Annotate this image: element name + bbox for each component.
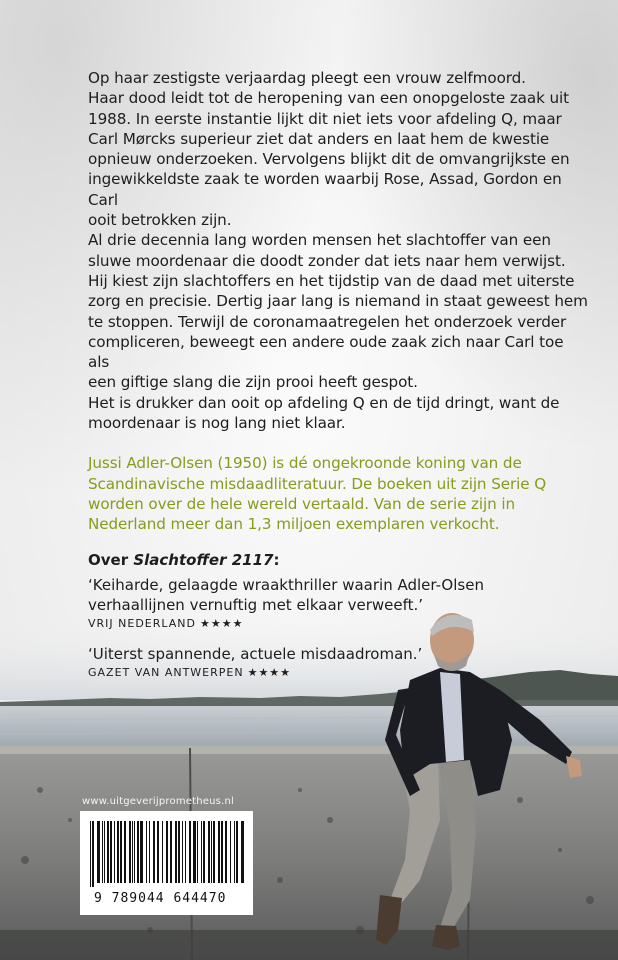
barcode-bar xyxy=(230,821,231,883)
barcode-bar xyxy=(236,821,238,883)
summary-line: 1988. In eerste instantie lijkt dit niet iets voor afdeling Q, maar xyxy=(88,109,562,128)
publisher-url: www.uitgeverijprometheus.nl xyxy=(82,796,234,807)
barcode-bar xyxy=(162,821,163,883)
back-cover-text xyxy=(88,68,588,679)
summary-line: Haar dood leidt tot de heropening van een onopgeloste zaak uit xyxy=(88,89,570,108)
summary-paragraph xyxy=(88,68,588,433)
barcode-bar xyxy=(92,821,94,887)
barcode-bar xyxy=(90,821,91,887)
barcode-bar xyxy=(153,821,155,883)
reviews-heading-suffix: : xyxy=(273,550,280,569)
summary-line: Hij kiest zijn slachtoffers en het tijdstip van de daad met uiterste xyxy=(88,271,575,290)
reviews-heading xyxy=(88,551,588,569)
summary-line: ingewikkeldste zaak te worden waarbij Rose, Assad, Gordon en Carl xyxy=(88,170,562,209)
barcode-bar xyxy=(114,821,115,883)
review-source xyxy=(88,666,588,679)
review-item xyxy=(88,644,588,679)
barcode-bar xyxy=(120,821,122,883)
review-quote-line: ‘Uiterst spannende, actuele misdaadroman.’ xyxy=(88,644,423,663)
barcode-bar xyxy=(124,821,126,883)
reviews-section xyxy=(88,551,588,679)
star-rating: ★★★★ xyxy=(247,665,292,679)
review-source xyxy=(88,617,588,630)
barcode-bar xyxy=(225,821,227,883)
barcode-bar xyxy=(178,821,180,883)
barcode-bar xyxy=(107,821,109,883)
barcode-bar xyxy=(213,821,215,883)
barcode-bar xyxy=(182,821,183,883)
barcode-bar xyxy=(197,821,198,883)
review-quote xyxy=(88,644,588,664)
barcode-bar xyxy=(234,821,235,883)
barcode-bar xyxy=(110,821,112,883)
barcode-bar xyxy=(218,821,220,883)
barcode-bar xyxy=(104,821,105,883)
summary-line: opnieuw onderzoeken. Vervolgens blijkt dit de omvangrijkste en xyxy=(88,150,570,169)
barcode-bar xyxy=(129,821,131,883)
author-bio-line: worden over de hele wereld vertaald. Van de serie zijn in xyxy=(88,494,516,513)
author-bio-line: Jussi Adler-Olsen (1950) is dé ongekroonde koning van de xyxy=(88,454,522,473)
book-title: Slachtoffer 2117 xyxy=(133,550,274,569)
review-item xyxy=(88,575,588,630)
reviews-heading-prefix: Over xyxy=(88,550,134,569)
summary-line: sluwe moordenaar die doodt zonder dat iets naar hem verwijst. xyxy=(88,251,566,270)
barcode-bar xyxy=(211,821,212,883)
barcode-bar xyxy=(146,821,147,883)
summary-line: Al drie decennia lang worden mensen het slachtoffer van een xyxy=(88,231,551,250)
review-quote-line: ‘Keiharde, gelaagde wraakthriller waarin Adler-Olsen xyxy=(88,575,484,594)
barcode-bar xyxy=(117,821,119,883)
barcode-bar xyxy=(241,821,244,883)
barcode-bar xyxy=(97,821,100,883)
summary-line: een giftige slang die zijn prooi heeft gespot. xyxy=(88,373,418,392)
summary-line: zorg en precisie. Dertig jaar lang is niemand in staat geweest hem xyxy=(88,292,588,311)
barcode-bar xyxy=(201,821,202,883)
barcode-bar xyxy=(189,821,191,883)
summary-line: te stoppen. Terwijl de coronamaatregelen het onderzoek verder xyxy=(88,312,567,331)
author-bio xyxy=(88,453,588,534)
barcode-bar xyxy=(166,821,168,883)
barcode-bar xyxy=(175,821,177,883)
author-bio-line: Nederland meer dan 1,3 miljoen exemplaren verkocht. xyxy=(88,515,500,534)
author-bio-line: Scandinavische misdaadliteratuur. De boeken uit zijn Serie Q xyxy=(88,474,547,493)
review-source-name: VRIJ NEDERLAND xyxy=(88,616,196,630)
barcode-bar xyxy=(170,821,172,883)
barcode-bars xyxy=(80,811,253,891)
barcode-bar xyxy=(157,821,159,883)
barcode-bar xyxy=(203,821,205,883)
isbn-digits: 9 789044 644470 xyxy=(94,891,227,906)
barcode-bar xyxy=(102,821,103,883)
review-source-name: GAZET VAN ANTWERPEN xyxy=(88,665,244,679)
summary-line: compliceren, beweegt een andere oude zaak zich naar Carl toe als xyxy=(88,332,564,372)
barcode-bar xyxy=(137,821,139,883)
barcode-bar xyxy=(132,821,133,883)
barcode-bar xyxy=(134,821,135,883)
isbn-barcode xyxy=(80,811,253,915)
barcode-bar xyxy=(193,821,196,883)
summary-line: Op haar zestigste verjaardag pleegt een vrouw zelfmoord. xyxy=(88,69,526,87)
barcode-bar xyxy=(185,821,186,883)
barcode-bar xyxy=(149,821,150,883)
barcode-bar xyxy=(140,821,143,883)
summary-line: Het is drukker dan ooit op afdeling Q en de tijd dringt, want de xyxy=(88,393,560,412)
summary-line: ooit betrokken zijn. xyxy=(88,211,232,230)
summary-line: Carl Mørcks superieur ziet dat anders en laat hem de kwestie xyxy=(88,129,550,148)
review-quote xyxy=(88,575,588,615)
barcode-bar xyxy=(208,821,210,883)
star-rating: ★★★★ xyxy=(200,616,244,630)
barcode-bar xyxy=(221,821,223,883)
summary-line: moordenaar is nog lang niet klaar. xyxy=(88,414,346,433)
review-quote-line: verhaallijnen vernuftig met elkaar verweeft.’ xyxy=(88,595,424,614)
